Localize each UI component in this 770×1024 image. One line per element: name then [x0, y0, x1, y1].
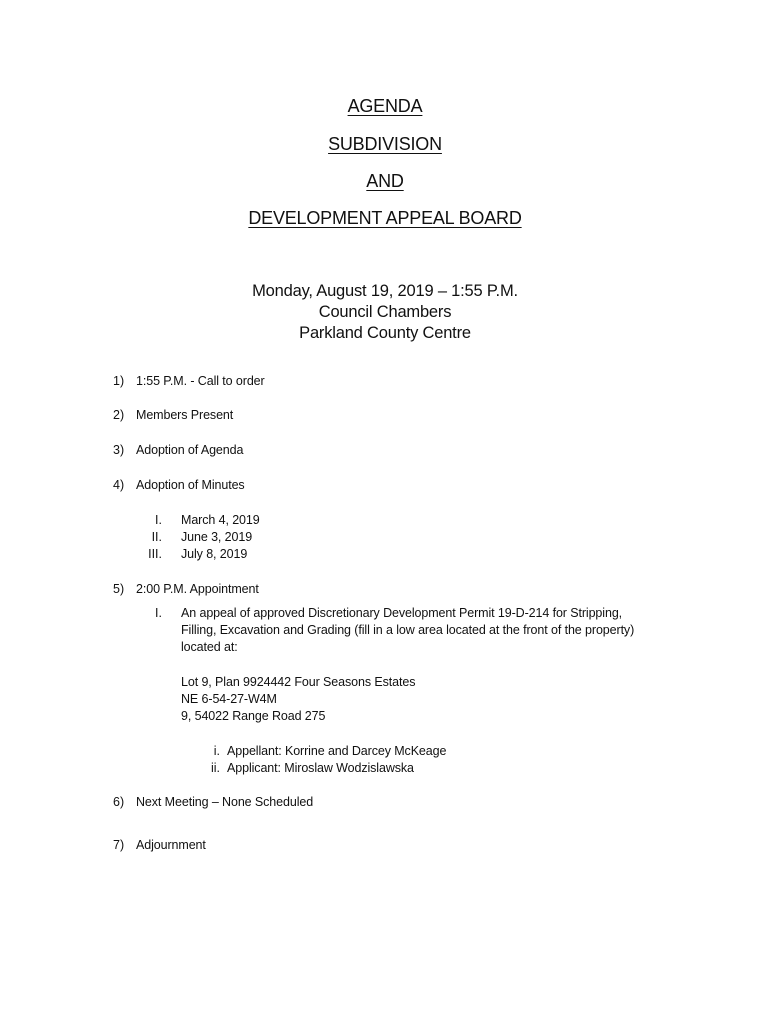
sub-number: III.	[148, 547, 162, 561]
appellant: Appellant: Korrine and Darcey McKeage	[227, 744, 447, 758]
appeal-line: located at:	[181, 640, 238, 654]
meeting-datetime: Monday, August 19, 2019 – 1:55 P.M.	[252, 282, 518, 300]
meeting-location: Council Chambers	[318, 303, 452, 321]
appeal-line: Filling, Excavation and Grading (fill in a low area located at the front of the property)	[181, 623, 635, 637]
sub-number: I.	[155, 606, 162, 620]
sub-number: i.	[213, 744, 220, 758]
item-number: 5)	[113, 582, 125, 596]
address-line: 9, 54022 Range Road 275	[181, 709, 326, 723]
meeting-venue: Parkland County Centre	[299, 324, 471, 342]
minutes-june: June 3, 2019	[181, 530, 253, 544]
title-subdivision: SUBDIVISION	[328, 134, 442, 154]
title-board: DEVELOPMENT APPEAL BOARD	[248, 208, 522, 228]
item-call-to-order: 1:55 P.M. - Call to order	[136, 374, 265, 388]
appeal-line: An appeal of approved Discretionary Development Permit 19-D-214 for Stripping,	[181, 606, 623, 620]
sub-number: I.	[155, 513, 162, 527]
item-number: 7)	[113, 838, 125, 852]
item-adoption-minutes: Adoption of Minutes	[136, 478, 245, 492]
item-number: 1)	[113, 374, 125, 388]
applicant: Applicant: Miroslaw Wodzislawska	[227, 761, 414, 775]
item-appointment: 2:00 P.M. Appointment	[136, 582, 259, 596]
sub-number: ii.	[210, 761, 220, 775]
item-number: 6)	[113, 795, 125, 809]
item-number: 3)	[113, 443, 125, 457]
minutes-july: July 8, 2019	[181, 547, 248, 561]
item-number: 2)	[113, 408, 125, 422]
item-next-meeting: Next Meeting – None Scheduled	[136, 795, 314, 809]
item-members-present: Members Present	[136, 408, 234, 422]
address-line: Lot 9, Plan 9924442 Four Seasons Estates	[181, 675, 416, 689]
sub-number: II.	[151, 530, 162, 544]
title-agenda: AGENDA	[347, 96, 423, 116]
minutes-march: March 4, 2019	[181, 513, 260, 527]
address-line: NE 6-54-27-W4M	[181, 692, 277, 706]
item-adoption-agenda: Adoption of Agenda	[136, 443, 244, 457]
title-and: AND	[366, 171, 404, 191]
item-number: 4)	[113, 478, 125, 492]
item-adjournment: Adjournment	[136, 838, 206, 852]
